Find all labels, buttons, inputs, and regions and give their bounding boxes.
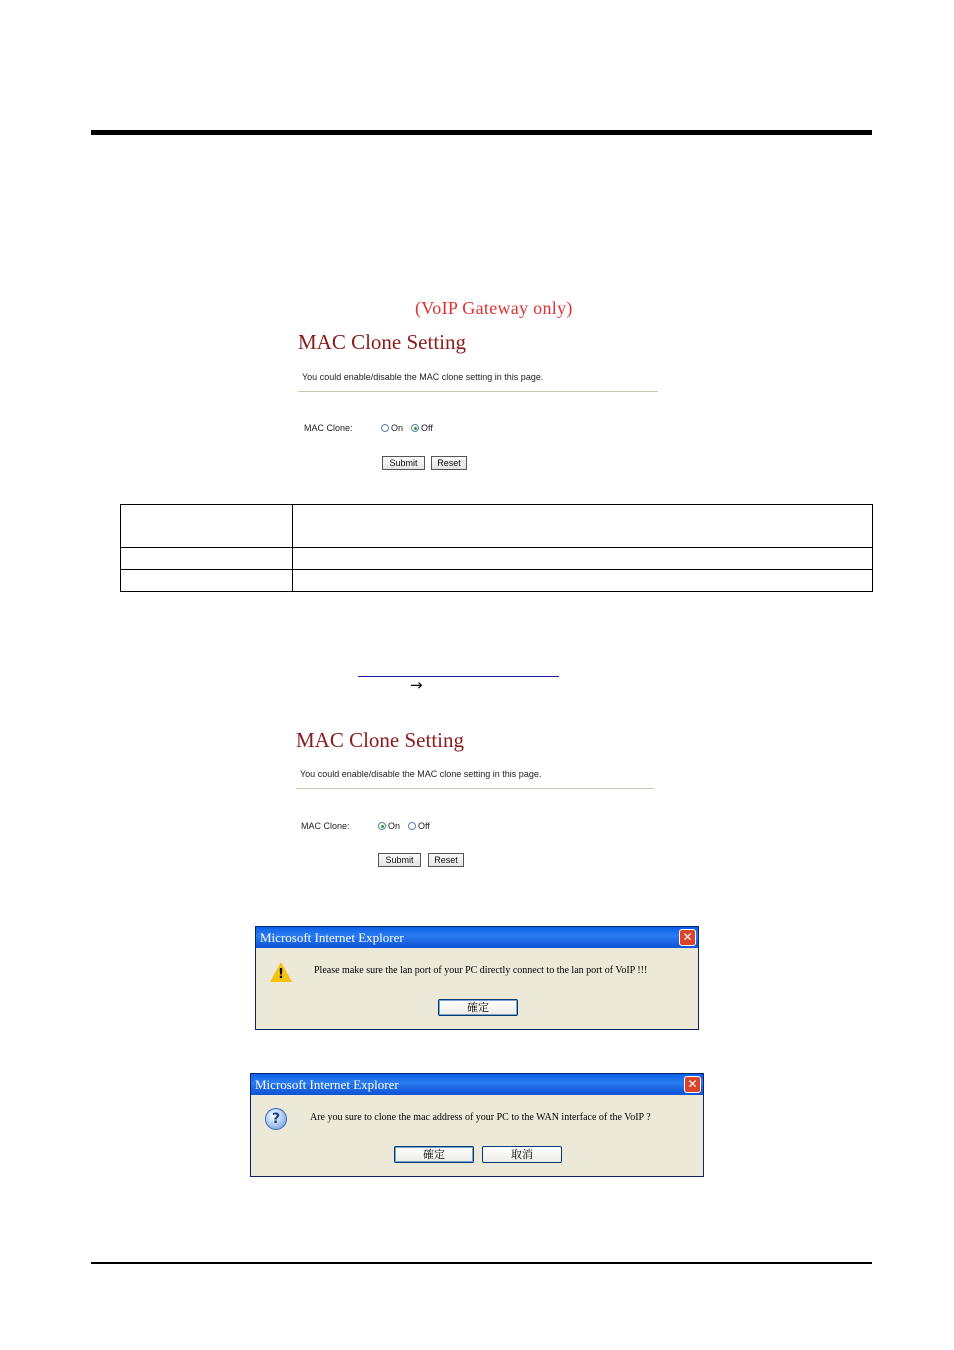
radio-on-label: On xyxy=(388,821,401,831)
mac-clone-label: MAC Clone: xyxy=(304,423,353,433)
parameter-table xyxy=(120,504,873,592)
voip-gateway-note: (VoIP Gateway only) xyxy=(415,298,573,318)
arrow-icon: → xyxy=(410,676,423,694)
reset-button[interactable]: Reset xyxy=(431,456,467,470)
submit-button[interactable]: Submit xyxy=(382,456,425,470)
warning-icon: ! xyxy=(270,962,292,982)
mac-clone-label: MAC Clone: xyxy=(301,821,350,831)
radio-off-label: Off xyxy=(418,821,430,831)
dialog-title: Microsoft Internet Explorer xyxy=(251,1074,703,1095)
table-cell xyxy=(293,570,873,592)
radio-on-label: On xyxy=(391,423,404,433)
table-cell xyxy=(293,548,873,570)
reset-button[interactable]: Reset xyxy=(428,853,464,867)
ok-button[interactable]: 確定 xyxy=(438,999,518,1016)
radio-on[interactable] xyxy=(378,822,386,830)
footer-rule xyxy=(91,1262,872,1264)
cancel-button[interactable]: 取消 xyxy=(482,1146,562,1163)
radio-on[interactable] xyxy=(381,424,389,432)
table-cell xyxy=(121,548,293,570)
page-title: MAC Clone Setting xyxy=(296,728,465,752)
confirm-dialog xyxy=(250,1073,704,1177)
link-underline[interactable] xyxy=(358,676,559,677)
close-icon[interactable]: ✕ xyxy=(679,929,696,946)
table-cell xyxy=(293,505,873,548)
submit-button[interactable]: Submit xyxy=(378,853,421,867)
table-row xyxy=(121,505,873,548)
table-row xyxy=(121,548,873,570)
mac-clone-screen-on xyxy=(296,728,666,873)
warning-dialog xyxy=(255,926,699,1030)
mac-clone-radio-group xyxy=(378,821,438,831)
close-icon[interactable]: ✕ xyxy=(684,1076,701,1093)
table-cell xyxy=(121,505,293,548)
divider xyxy=(298,391,658,392)
table-cell xyxy=(121,570,293,592)
dialog-title: Microsoft Internet Explorer xyxy=(256,927,698,948)
dialog-message: Please make sure the lan port of your PC directly connect to the lan port of VoIP !!! xyxy=(314,965,648,976)
mac-clone-screen-off xyxy=(298,330,668,475)
dialog-message: Are you sure to clone the mac address of your PC to the WAN interface of the VoIP ? xyxy=(310,1112,651,1123)
header-rule xyxy=(91,130,872,135)
page-title: MAC Clone Setting xyxy=(298,330,467,354)
table-row xyxy=(121,570,873,592)
radio-off[interactable] xyxy=(408,822,416,830)
page-description: You could enable/disable the MAC clone setting in this page. xyxy=(300,769,542,779)
radio-off-label: Off xyxy=(421,423,433,433)
mac-clone-radio-group xyxy=(381,423,441,433)
divider xyxy=(296,788,654,789)
ok-button[interactable]: 確定 xyxy=(394,1146,474,1163)
radio-off[interactable] xyxy=(411,424,419,432)
question-icon: ? xyxy=(265,1108,287,1130)
page-description: You could enable/disable the MAC clone setting in this page. xyxy=(302,372,544,382)
